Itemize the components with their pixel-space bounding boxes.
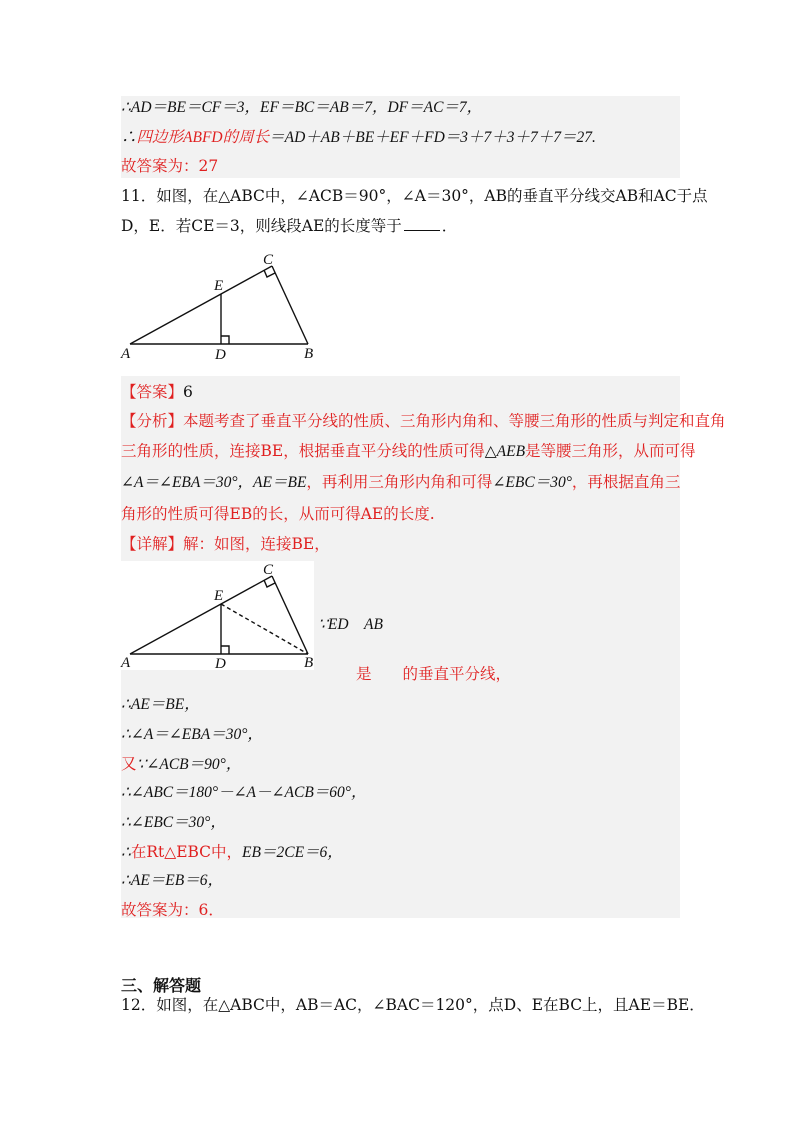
step-6-prefix: ∴ [121, 844, 131, 861]
step-5 [121, 813, 226, 833]
detail-tag: 【详解】 [121, 535, 184, 553]
step-1-text: ∴AE＝BE， [121, 696, 200, 713]
label-b-2: B [304, 655, 314, 671]
analysis-line-2 [121, 441, 696, 462]
figure-triangle-1 [118, 248, 330, 364]
step-4 [121, 783, 367, 803]
answer-tag: 【答案】 [121, 383, 184, 401]
q11-line-2 [121, 216, 457, 236]
is-perpendicular-bisector: 是 的垂直平分线， [356, 665, 512, 683]
q11-line-2-end: ． [441, 217, 458, 235]
section-heading: 三、解答题 [121, 976, 202, 995]
analysis-text-3a: ∠A＝∠EBA＝30°，AE＝BE [121, 474, 307, 491]
step-6-text: EB＝2CE＝6， [242, 844, 343, 861]
analysis-text-2c: 是等腰三角形，从而可得 [525, 442, 696, 460]
analysis-text-2a: 三角形的性质，连接BE，根据垂直平分线的性质可得 [121, 442, 485, 460]
step-2 [121, 725, 263, 745]
label-d: D [215, 347, 226, 363]
analysis-line-1 [121, 411, 726, 431]
label-d-2: D [215, 656, 226, 672]
label-a: A [121, 346, 131, 362]
prev-line-2 [121, 127, 596, 148]
prev-answer: 故答案为：27 [121, 157, 219, 175]
step-6-red: 在Rt△EBC中， [130, 843, 243, 861]
segment-ac-2 [130, 576, 272, 654]
step-1 [121, 695, 200, 715]
analysis-text-3c: ∠EBC＝30° [492, 474, 572, 491]
segment-cb-2 [272, 576, 308, 654]
analysis-text-2b: △AEB [484, 443, 526, 460]
analysis-line-4: 角形的性质可得EB的长，从而可得AE的长度. [121, 505, 435, 523]
q11-line-1: 11．如图，在△ABC中，∠ACB＝90°，∠A＝30°，AB的垂直平分线交AB和AC于点 [121, 187, 708, 205]
right-angle-c [264, 270, 275, 277]
right-angle-d [221, 336, 229, 344]
figure-triangle-2 [118, 558, 330, 674]
analysis-text-3b: ，再利用三角形内角和可得 [306, 473, 493, 491]
analysis-text-1: 本题考查了垂直平分线的性质、三角形内角和、等腰三角形的性质与判定和直角 [183, 412, 726, 430]
answer-blank [404, 216, 440, 231]
analysis-text-3d: ，再根据直角三 [571, 473, 681, 491]
prev-line-2-red: 四边形ABFD的周长 [136, 129, 270, 146]
step-6 [121, 842, 343, 863]
q11-line-2-text: D，E．若CE＝3，则线段AE的长度等于 [121, 217, 402, 235]
step-7-text: ∴AE＝EB＝6， [121, 872, 223, 889]
segment-eb-dashed [221, 604, 308, 654]
prev-line-2-prefix: ∴ [121, 129, 137, 146]
label-b: B [304, 346, 314, 362]
q12-line-1: 12．如图，在△ABC中，AB＝AC，∠BAC＝120°，点D、E在BC上，且AE＝BE． [121, 996, 705, 1014]
analysis-tag: 【分析】 [121, 412, 184, 430]
label-e-2: E [214, 588, 224, 604]
label-a-2: A [121, 655, 131, 671]
segment-ac [130, 266, 272, 344]
answer-value: 6 [183, 383, 193, 401]
label-c: C [263, 252, 274, 268]
analysis-line-3 [121, 472, 680, 493]
step-5-text: ∴∠EBC＝30°， [121, 814, 226, 831]
prev-line-2-rest: ＝AD＋AB＋BE＋EF＋FD＝3＋7＋3＋7＋7＝27. [269, 129, 596, 146]
step-3-prefix: 又 [121, 755, 137, 773]
step-4-text: ∴∠ABC＝180°－∠A－∠ACB＝60°， [121, 784, 367, 801]
detail-line [121, 534, 330, 554]
label-e: E [214, 278, 224, 294]
right-angle-c-2 [264, 580, 275, 587]
label-c-2: C [263, 562, 274, 578]
segment-cb [272, 266, 308, 344]
step-3-text: ∵∠ACB＝90°， [136, 756, 242, 773]
right-angle-d-2 [221, 646, 229, 654]
because-ed-ab: ∵ED AB [318, 616, 383, 633]
step-2-text: ∴∠A＝∠EBA＝30°， [121, 726, 263, 743]
answer-line [121, 382, 193, 402]
final-answer: 故答案为：6． [121, 901, 224, 919]
prev-line-1: ∴AD＝BE＝CF＝3，EF＝BC＝AB＝7，DF＝AC＝7， [121, 99, 483, 116]
detail-intro: 解：如图，连接BE， [183, 535, 330, 553]
step-7 [121, 871, 223, 891]
step-3 [121, 754, 241, 775]
